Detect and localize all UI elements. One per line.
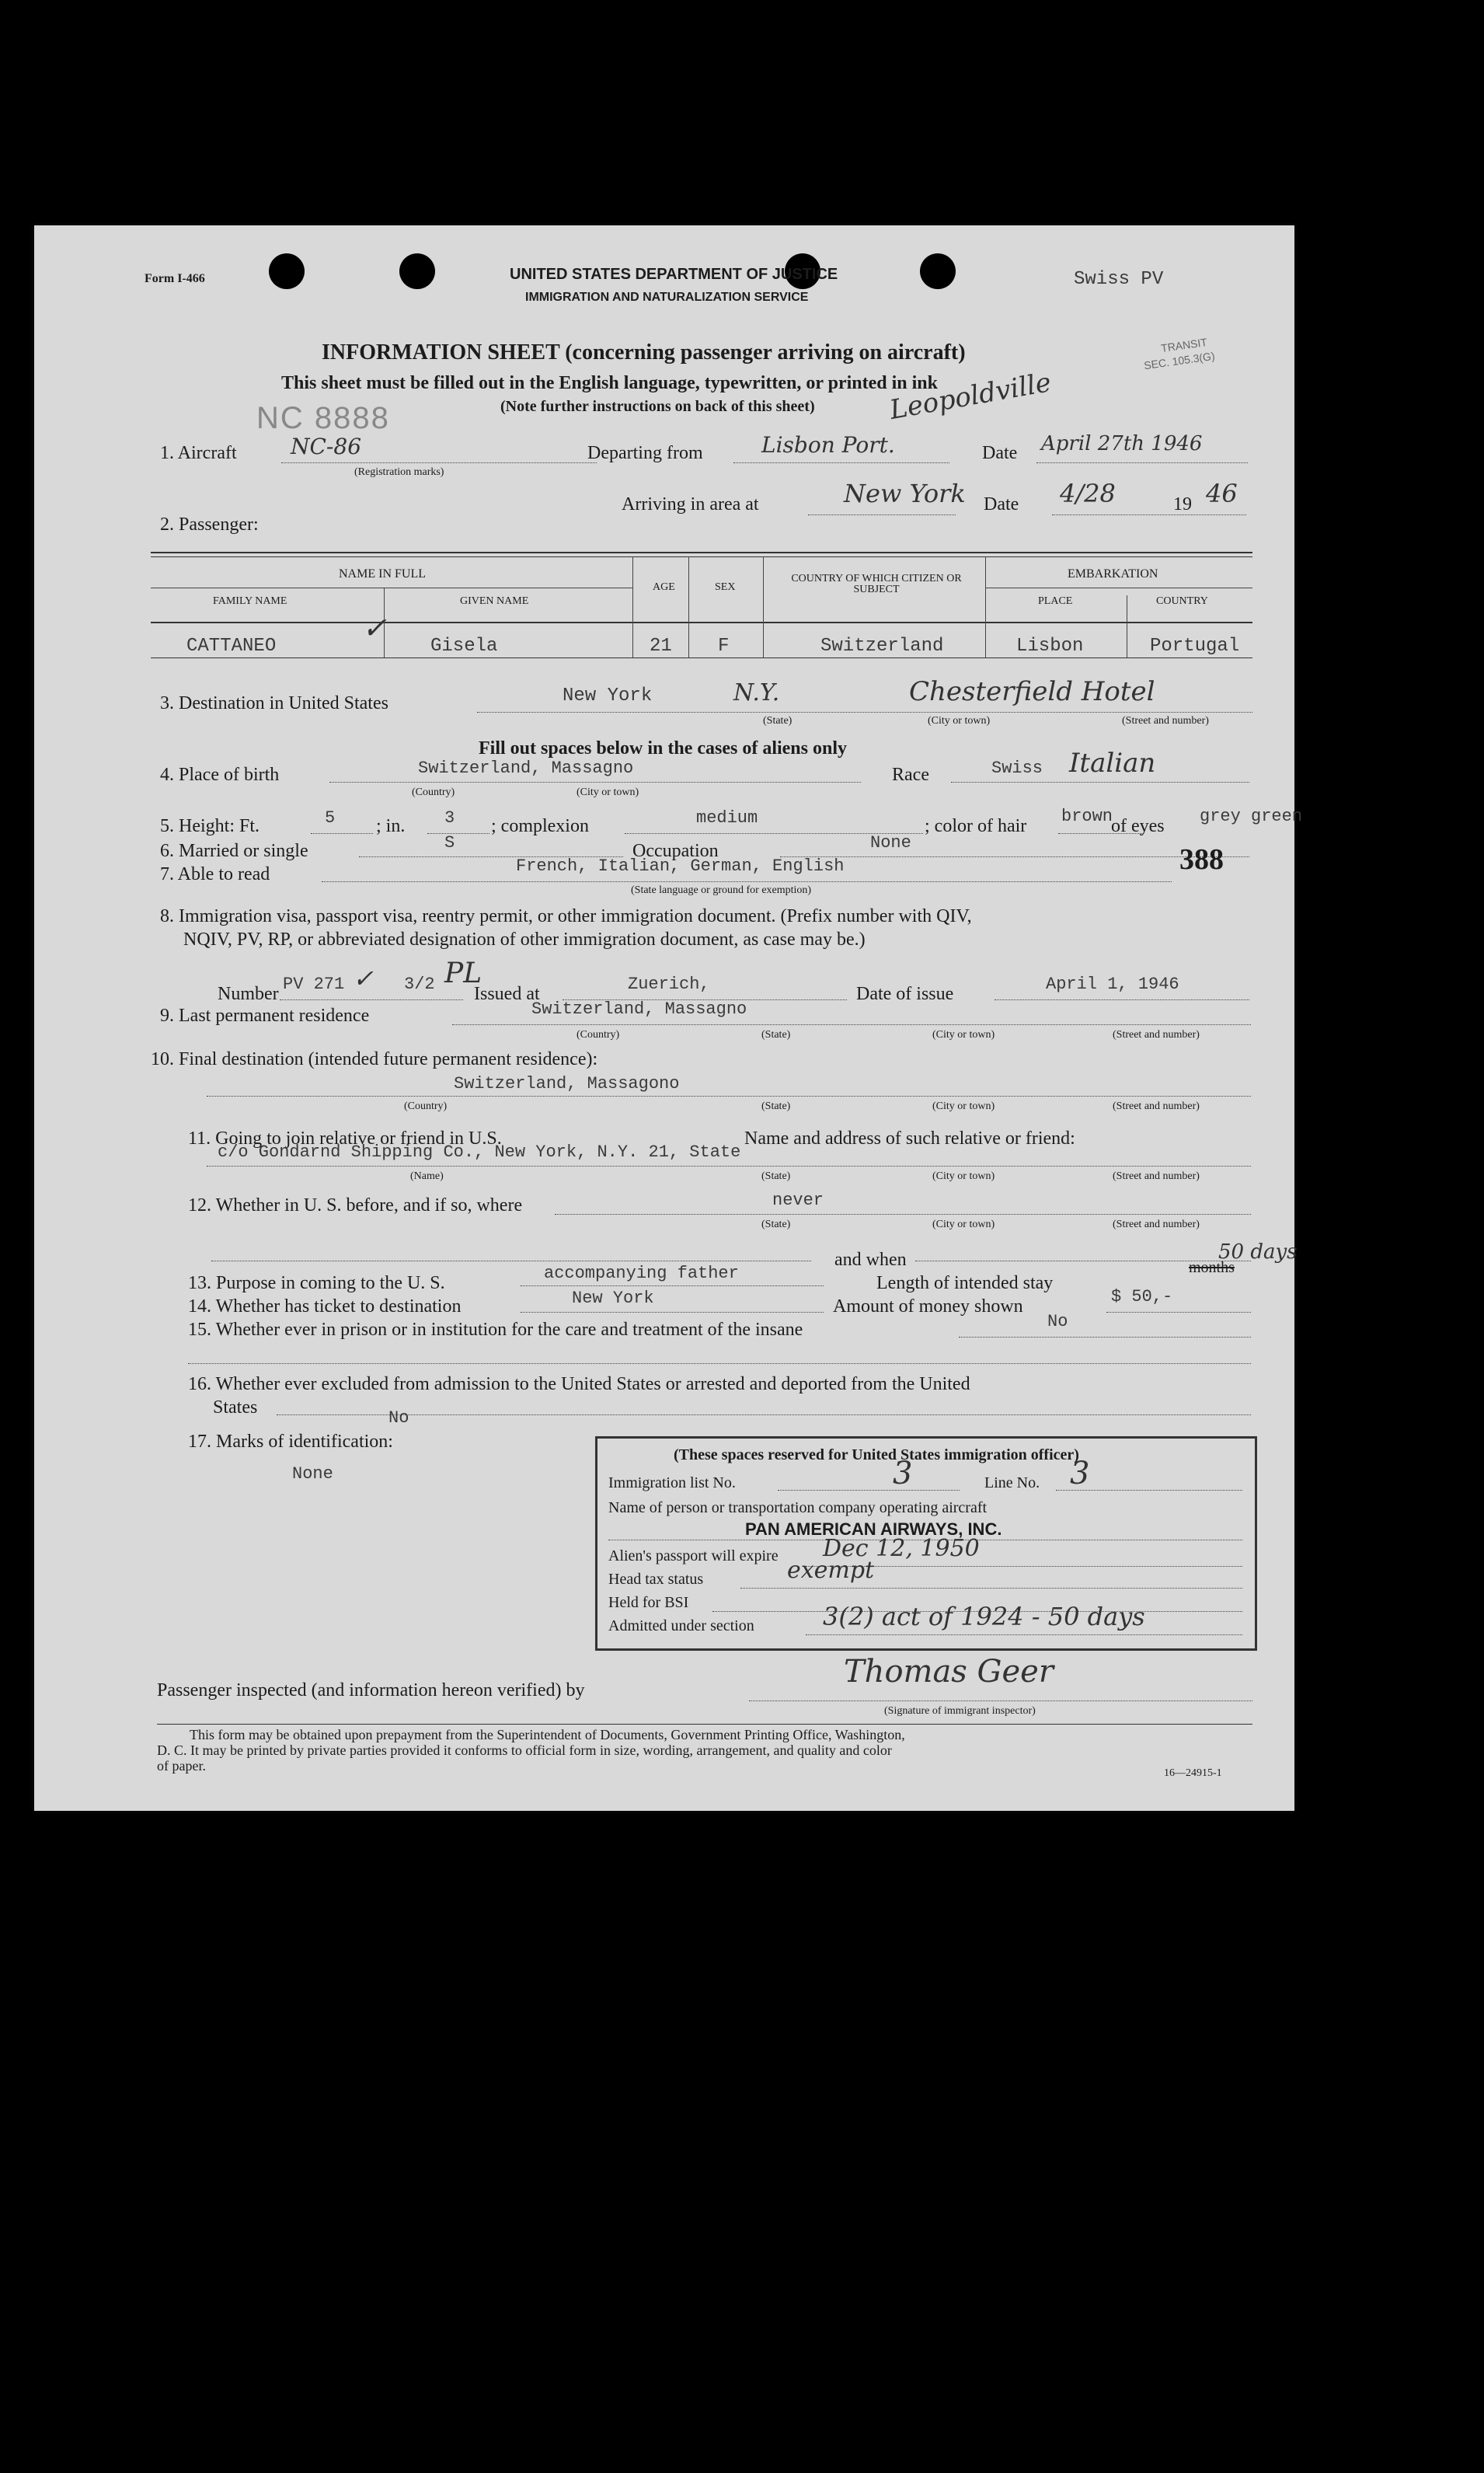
col-name-in-full: NAME IN FULL (339, 567, 426, 581)
inspected-label: Passenger inspected (and information hereon verified) by (157, 1680, 585, 1700)
col-country: COUNTRY OF WHICH CITIZEN OR SUBJECT (791, 573, 962, 595)
inspector-signature: Thomas Geer (844, 1654, 1054, 1690)
caption-street: (Street and number) (1113, 1170, 1200, 1182)
stay-hand: 50 days (1218, 1240, 1298, 1264)
height-label: 5. Height: Ft. (160, 816, 260, 836)
cell-age: 21 (650, 636, 672, 657)
officer-header: (These spaces reserved for United States immigration officer) (674, 1446, 1079, 1463)
visa-label: 8. Immigration visa, passport visa, reentry permit, or other immigration document. (Prefix number with QIV, (160, 906, 972, 926)
cell-country: Portugal (1150, 636, 1240, 657)
hair-label: ; color of hair (925, 816, 1027, 836)
occupation-value: None (870, 833, 911, 853)
marks-value: None (292, 1464, 333, 1484)
top-right-note: Swiss PV (1074, 269, 1164, 290)
footer-code: 16—24915-1 (1164, 1767, 1222, 1779)
headtax-value: exempt (787, 1557, 875, 1584)
marks-label: 17. Marks of identification: (188, 1432, 393, 1452)
name-address-label: Name and address of such relative or friend: (744, 1128, 1075, 1149)
race-typed: Swiss (991, 759, 1043, 778)
col-family-name: FAMILY NAME (213, 595, 287, 607)
line-label: Line No. (984, 1474, 1040, 1491)
caption-street: (Street and number) (1122, 715, 1209, 727)
transit-stamp-line2: SEC. 105.3(G) (1143, 349, 1216, 372)
caption-street: (Street and number) (1113, 1029, 1200, 1041)
officer-box (595, 1436, 1257, 1651)
footer-line1: This form may be obtained upon prepayment from the Superintendent of Documents, Government Printing Office, Washington, (190, 1727, 905, 1742)
col-age: AGE (653, 581, 675, 593)
occupation-label: Occupation (632, 841, 719, 861)
punch-hole (269, 253, 305, 289)
handwritten-note: Leopoldville (887, 367, 1054, 426)
caption-name: (Name) (410, 1170, 444, 1182)
cell-given: Gisela (430, 636, 498, 657)
arriving-value: New York (844, 479, 966, 508)
birth-label: 4. Place of birth (160, 765, 280, 785)
married-value: S (444, 833, 455, 853)
prison-label: 15. Whether ever in prison or in institution for the care and treatment of the insane (188, 1320, 803, 1340)
list-value: 3 (893, 1456, 913, 1491)
cell-family: CATTANEO (186, 636, 277, 657)
read-value: French, Italian, German, English (516, 856, 845, 876)
visa-hand-mark: PL (444, 957, 482, 989)
prison-value: No (1047, 1312, 1068, 1331)
punch-hole (399, 253, 435, 289)
complexion-label: ; complexion (491, 816, 589, 836)
aircraft-value: NC-86 (291, 434, 362, 459)
issued-label: Issued at (474, 984, 540, 1004)
before-label: 12. Whether in U. S. before, and if so, where (188, 1195, 523, 1216)
married-label: 6. Married or single (160, 841, 308, 861)
destination-street: Chesterfield Hotel (909, 676, 1155, 707)
caption-city: (City or town) (932, 1170, 995, 1182)
page-title: INFORMATION SHEET (concerning passenger arriving on aircraft) (322, 340, 966, 364)
caption-state: (State) (763, 715, 793, 727)
section-value: 3(2) act of 1924 - 50 days (823, 1602, 1145, 1631)
caption-state: (State) (761, 1170, 791, 1182)
visa-label-2: NQIV, PV, RP, or abbreviated designation of other immigration document, as case may be.) (183, 930, 866, 950)
departing-date: April 27th 1946 (1041, 432, 1203, 455)
residence-label: 9. Last permanent residence (160, 1006, 370, 1026)
passenger-label: 2. Passenger: (160, 514, 259, 535)
section-label: Admitted under section (608, 1617, 754, 1634)
caption-language: (State language or ground for exemption) (631, 884, 812, 896)
passport-value: Dec 12, 1950 (823, 1535, 980, 1562)
money-value: $ 50,- (1111, 1287, 1173, 1306)
line-value: 3 (1070, 1456, 1090, 1491)
departing-label: Departing from (587, 443, 703, 463)
aliens-header: Fill out spaces below in the cases of aliens only (479, 738, 848, 759)
destination-label: 3. Destination in United States (160, 693, 388, 713)
form-number: Form I-466 (145, 272, 205, 285)
caption-city: (City or town) (932, 1029, 995, 1041)
excluded-label-2: States (213, 1397, 258, 1418)
caption-city: (City or town) (577, 787, 639, 798)
agency-line2: IMMIGRATION AND NATURALIZATION SERVICE (525, 291, 809, 304)
before-value: never (772, 1191, 824, 1210)
stamped-number: NC 8888 (256, 401, 390, 435)
issued-value: Zuerich, (628, 975, 710, 994)
file-number: 388 (1179, 843, 1224, 876)
footer-line2: D. C. It may be printed by private parties provided it conforms to official form in size, wording, arrangement, and quality and color (157, 1742, 892, 1758)
departing-date-label: Date (982, 443, 1018, 463)
final-dest-label: 10. Final destination (intended future permanent residence): (151, 1049, 598, 1069)
departing-value: Lisbon Port. (761, 432, 895, 458)
destination-state: N.Y. (733, 679, 780, 706)
caption-street: (Street and number) (1113, 1219, 1200, 1230)
caption-country: (Country) (577, 1029, 620, 1041)
destination-city: New York (563, 685, 653, 706)
join-label: 11. Going to join relative or friend in U.S. (188, 1128, 502, 1149)
number-label: Number (218, 984, 279, 1004)
check-mark: ✓ (353, 964, 374, 993)
final-dest-value: Switzerland, Massagono (454, 1074, 680, 1093)
instructions-note: (Note further instructions on back of this sheet) (500, 398, 815, 415)
issue-date: April 1, 1946 (1046, 975, 1179, 994)
punch-hole (920, 253, 956, 289)
race-label: Race (892, 765, 929, 785)
ticket-value: New York (572, 1289, 654, 1308)
purpose-label: 13. Purpose in coming to the U. S. (188, 1273, 445, 1293)
col-place: PLACE (1038, 595, 1073, 607)
arriving-date: 4/28 (1060, 479, 1116, 508)
arriving-label: Arriving in area at (622, 494, 759, 514)
arriving-year-prefix: 19 (1173, 494, 1192, 514)
caption-street: (Street and number) (1113, 1100, 1200, 1112)
stay-unit: months (1189, 1259, 1235, 1276)
read-label: 7. Able to read (160, 864, 270, 884)
agency-line1: UNITED STATES DEPARTMENT OF JUSTICE (510, 266, 838, 283)
caption-state: (State) (761, 1219, 791, 1230)
eyes-value: grey green (1200, 807, 1303, 826)
residence-value: Switzerland, Massagno (531, 999, 747, 1019)
check-mark: ✓ (362, 611, 387, 645)
eyes-label: of eyes (1111, 816, 1165, 836)
excluded-label: 16. Whether ever excluded from admission to the United States or arrested and deported from the United (188, 1374, 970, 1394)
caption-registration: (Registration marks) (354, 466, 444, 478)
arriving-year: 46 (1206, 479, 1238, 508)
aircraft-label: 1. Aircraft (160, 443, 237, 463)
arriving-date-label: Date (984, 494, 1019, 514)
visa-number-suffix: 3/2 (404, 975, 435, 994)
form-sheet (34, 225, 1303, 1811)
complexion-value: medium (696, 808, 758, 828)
when-label: and when (834, 1250, 907, 1270)
list-label: Immigration list No. (608, 1474, 736, 1491)
excluded-value: No (388, 1408, 409, 1428)
stay-label: Length of intended stay (876, 1273, 1054, 1293)
caption-city: (City or town) (932, 1219, 995, 1230)
headtax-label: Head tax status (608, 1571, 704, 1588)
visa-number: PV 271 (283, 975, 345, 994)
footer-line3: of paper. (157, 1758, 206, 1774)
col-embarkation: EMBARKATION (1068, 567, 1158, 581)
cell-place: Lisbon (1016, 636, 1084, 657)
caption-state: (State) (761, 1100, 791, 1112)
subtitle: This sheet must be filled out in the English language, typewritten, or printed in ink (281, 373, 938, 393)
cell-sex: F (718, 636, 730, 657)
hair-value: brown (1061, 807, 1113, 826)
issue-date-label: Date of issue (856, 984, 954, 1004)
caption-state: (State) (761, 1029, 791, 1041)
birth-value: Switzerland, Massagno (418, 759, 634, 778)
caption-country: (Country) (404, 1100, 448, 1112)
caption-city: (City or town) (932, 1100, 995, 1112)
height-in-label: ; in. (376, 816, 406, 836)
caption-city: (City or town) (928, 715, 991, 727)
purpose-value: accompanying father (544, 1264, 739, 1283)
join-value: c/o Gondarnd Shipping Co., New York, N.Y. 21, State (218, 1142, 741, 1162)
height-ft: 5 (325, 808, 336, 828)
height-in: 3 (444, 808, 455, 828)
passport-label: Alien's passport will expire (608, 1547, 779, 1564)
operator-value: PAN AMERICAN AIRWAYS, INC. (745, 1519, 1002, 1539)
ticket-label: 14. Whether has ticket to destination (188, 1296, 462, 1317)
bsi-label: Held for BSI (608, 1594, 689, 1611)
col-sex: SEX (715, 581, 736, 593)
col-given-name: GIVEN NAME (460, 595, 529, 607)
transit-stamp-line1: TRANSIT (1160, 335, 1208, 355)
money-label: Amount of money shown (833, 1296, 1023, 1317)
col-emb-country: COUNTRY (1156, 595, 1208, 607)
operator-label: Name of person or transportation company operating aircraft (608, 1499, 988, 1516)
cell-citizen: Switzerland (820, 636, 944, 657)
caption-country: (Country) (412, 787, 455, 798)
signature-caption: (Signature of immigrant inspector) (884, 1705, 1036, 1717)
race-hand: Italian (1069, 748, 1156, 779)
